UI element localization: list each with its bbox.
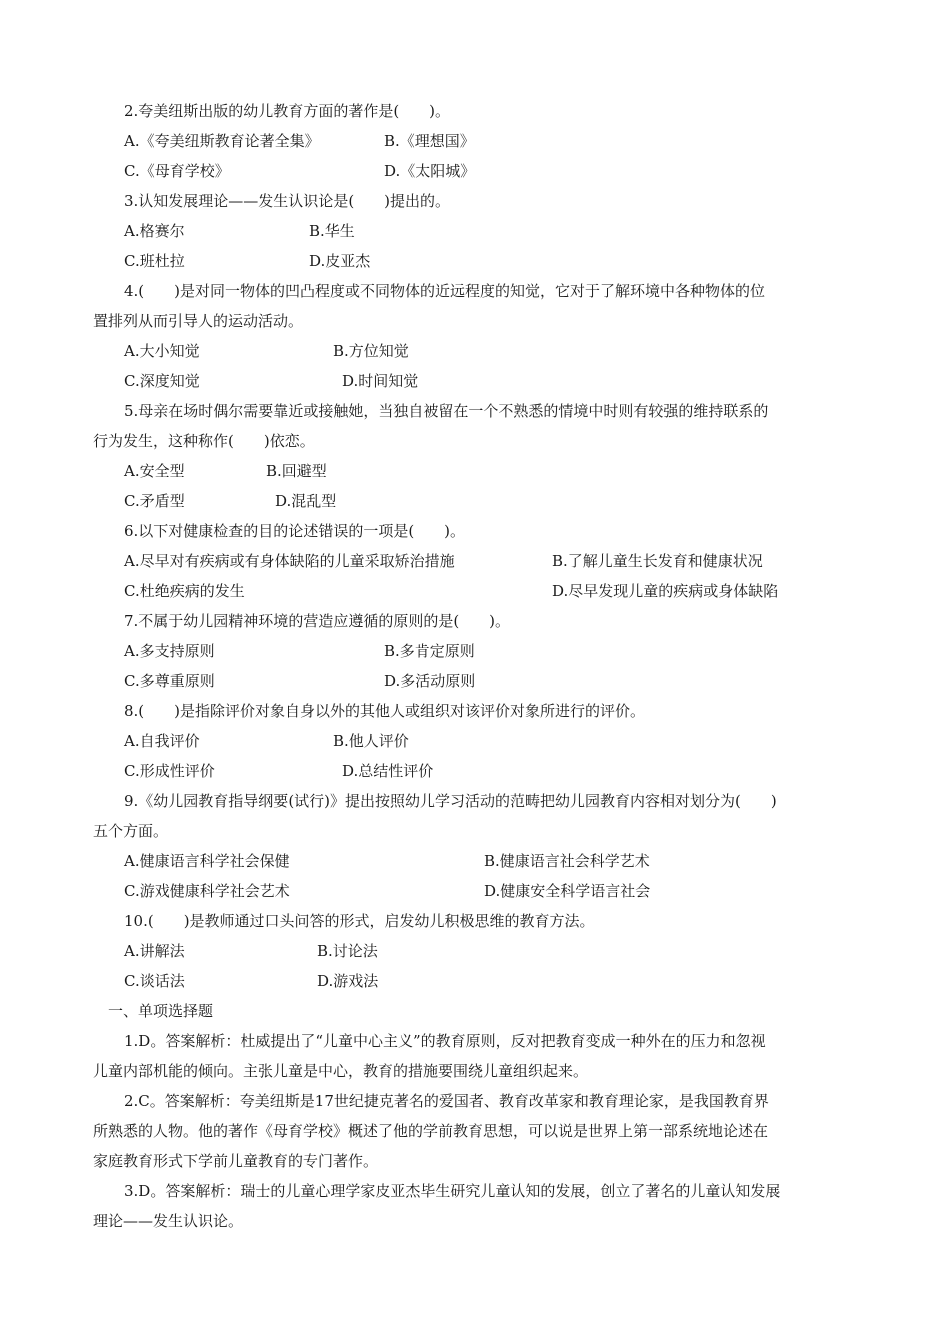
question-stem: 6.以下对健康检查的目的论述错误的一项是( )。 <box>124 522 466 540</box>
option-a: A.《夸美纽斯教育论著全集》 <box>124 132 320 150</box>
option-b: B.健康语言社会科学艺术 <box>484 852 650 870</box>
option-d: D.尽早发现儿童的疾病或身体缺陷 <box>552 582 779 600</box>
option-c: C.杜绝疾病的发生 <box>124 582 245 600</box>
option-c: C.班杜拉 <box>124 252 185 270</box>
option-b: B.了解儿童生长发育和健康状况 <box>552 552 763 570</box>
option-d: D.混乱型 <box>275 492 337 510</box>
option-c: C.多尊重原则 <box>124 672 215 690</box>
question-stem-continued: 行为发生，这种称作( )依恋。 <box>93 432 315 450</box>
option-c: C.《母育学校》 <box>124 162 230 180</box>
option-b: B.回避型 <box>266 462 327 480</box>
option-d: D.时间知觉 <box>342 372 419 390</box>
answer-3-line: 理论——发生认识论。 <box>93 1212 244 1230</box>
option-b: B.他人评价 <box>333 732 409 750</box>
question-stem: 3.认知发展理论——发生认识论是( )提出的。 <box>124 192 451 210</box>
option-a: A.多支持原则 <box>124 642 215 660</box>
option-a: A.格赛尔 <box>124 222 185 240</box>
option-c: C.游戏健康科学社会艺术 <box>124 882 290 900</box>
section-heading: 一、单项选择题 <box>108 1002 214 1020</box>
option-a: A.健康语言科学社会保健 <box>124 852 290 870</box>
option-d: D.游戏法 <box>317 972 379 990</box>
option-a: A.大小知觉 <box>124 342 200 360</box>
answer-2-line: 2.C。答案解析：夸美纽斯是17世纪捷克著名的爱国者、教育改革家和教育理论家，是我国教育界 <box>124 1092 769 1110</box>
question-stem-continued: 置排列从而引导人的运动活动。 <box>93 312 304 330</box>
option-b: B.《理想国》 <box>384 132 475 150</box>
question-stem: 4.( )是对同一物体的凹凸程度或不同物体的近远程度的知觉，它对于了解环境中各种物体的位 <box>124 282 766 300</box>
question-stem: 8.( )是指除评价对象自身以外的其他人或组织对该评价对象所进行的评价。 <box>124 702 646 720</box>
option-a: A.讲解法 <box>124 942 185 960</box>
option-b: B.多肯定原则 <box>384 642 475 660</box>
question-stem: 7.不属于幼儿园精神环境的营造应遵循的原则的是( )。 <box>124 612 511 630</box>
answer-3-line: 3.D。答案解析：瑞士的儿童心理学家皮亚杰毕生研究儿童认知的发展，创立了著名的儿童认知发展 <box>124 1182 781 1200</box>
answer-2-line: 所熟悉的人物。他的著作《母育学校》概述了他的学前教育思想，可以说是世界上第一部系统地论述在 <box>93 1122 769 1140</box>
option-c: C.谈话法 <box>124 972 185 990</box>
answer-1-line: 儿童内部机能的倾向。主张儿童是中心，教育的措施要围绕儿童组织起来。 <box>93 1062 589 1080</box>
option-c: C.深度知觉 <box>124 372 200 390</box>
option-d: D.健康安全科学语言社会 <box>484 882 651 900</box>
option-b: B.讨论法 <box>317 942 378 960</box>
question-stem-continued: 五个方面。 <box>93 822 169 840</box>
option-c: C.形成性评价 <box>124 762 215 780</box>
option-d: D.多活动原则 <box>384 672 476 690</box>
question-stem: 5.母亲在场时偶尔需要靠近或接触她，当独自被留在一个不熟悉的情境中时则有较强的维持联系的 <box>124 402 769 420</box>
answer-2-line: 家庭教育形式下学前儿童教育的专门著作。 <box>93 1152 379 1170</box>
option-d: D.《太阳城》 <box>384 162 476 180</box>
option-b: B.华生 <box>309 222 355 240</box>
question-stem: 2.夸美纽斯出版的幼儿教育方面的著作是( )。 <box>124 102 451 120</box>
option-c: C.矛盾型 <box>124 492 185 510</box>
option-d: D.皮亚杰 <box>309 252 371 270</box>
option-d: D.总结性评价 <box>342 762 434 780</box>
question-stem: 10.( )是教师通过口头问答的形式，启发幼儿积极思维的教育方法。 <box>124 912 595 930</box>
option-a: A.自我评价 <box>124 732 200 750</box>
question-stem: 9.《幼儿园教育指导纲要(试行)》提出按照幼儿学习活动的范畴把幼儿园教育内容相对划分为( ) <box>124 792 777 810</box>
option-b: B.方位知觉 <box>333 342 409 360</box>
answer-1-line: 1.D。答案解析：杜威提出了“儿童中心主义”的教育原则，反对把教育变成一种外在的压力和忽视 <box>124 1032 766 1050</box>
option-a: A.尽早对有疾病或有身体缺陷的儿童采取矫治措施 <box>124 552 455 570</box>
option-a: A.安全型 <box>124 462 185 480</box>
